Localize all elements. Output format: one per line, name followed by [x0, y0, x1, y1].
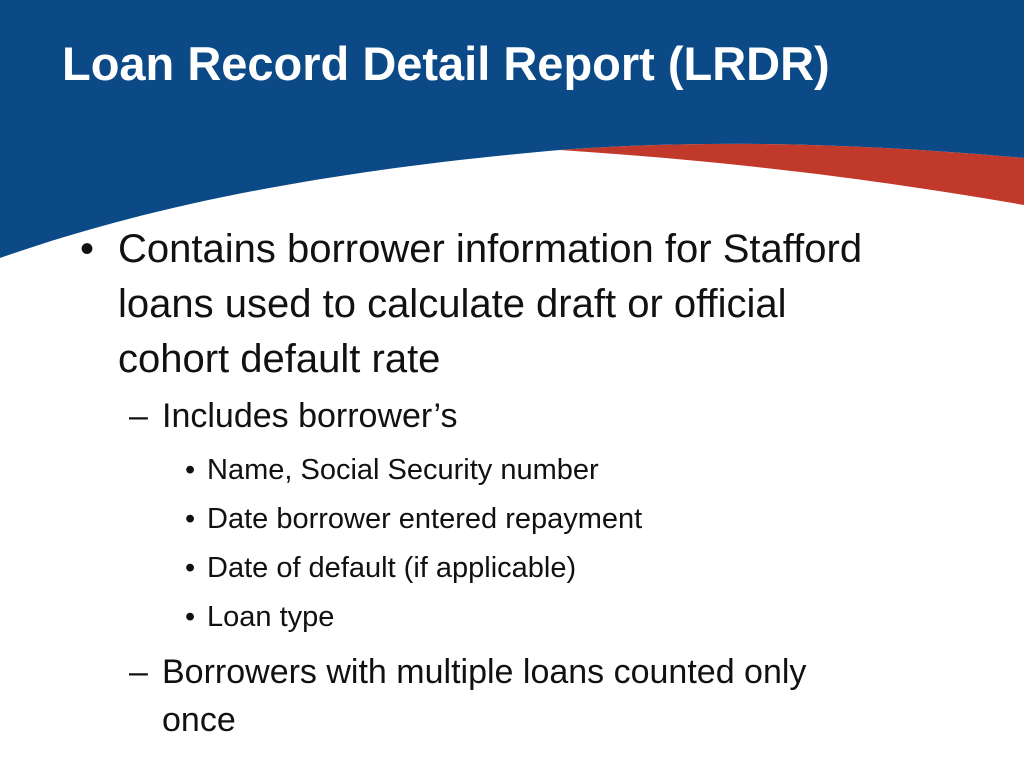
- subbullet-level3: [185, 452, 967, 488]
- bullet-marker: •: [185, 601, 196, 633]
- subbullet-text: Name, Social Security number: [207, 454, 599, 486]
- subbullet-level3: [185, 501, 967, 537]
- bullet-level1: [80, 222, 998, 387]
- subbullet-level2: [129, 648, 962, 744]
- subbullet-text: Loan type: [207, 601, 335, 633]
- bullet-marker: •: [80, 227, 95, 271]
- bullet-marker: •: [185, 503, 196, 535]
- subbullet-line: Includes borrower’s: [162, 397, 458, 435]
- subbullet-line: once: [162, 701, 236, 739]
- bullet-line: loans used to calculate draft or official: [118, 282, 787, 326]
- subbullet-text: Date borrower entered repayment: [207, 503, 643, 535]
- bullet-marker: •: [185, 454, 196, 486]
- subbullet-level3: [185, 599, 967, 635]
- dash-marker: –: [129, 397, 148, 435]
- subbullet-text: Date of default (if applicable): [207, 552, 577, 584]
- slide-title: Loan Record Detail Report (LRDR): [62, 37, 830, 90]
- bullet-line: Contains borrower information for Stafford: [118, 227, 863, 271]
- subbullet-line: Borrowers with multiple loans counted only: [162, 653, 807, 691]
- dash-marker: –: [129, 653, 148, 691]
- subbullet-level3: [185, 550, 967, 586]
- bullet-line: cohort default rate: [118, 337, 441, 381]
- bullet-marker: •: [185, 552, 196, 584]
- subbullet-level2: [129, 392, 962, 440]
